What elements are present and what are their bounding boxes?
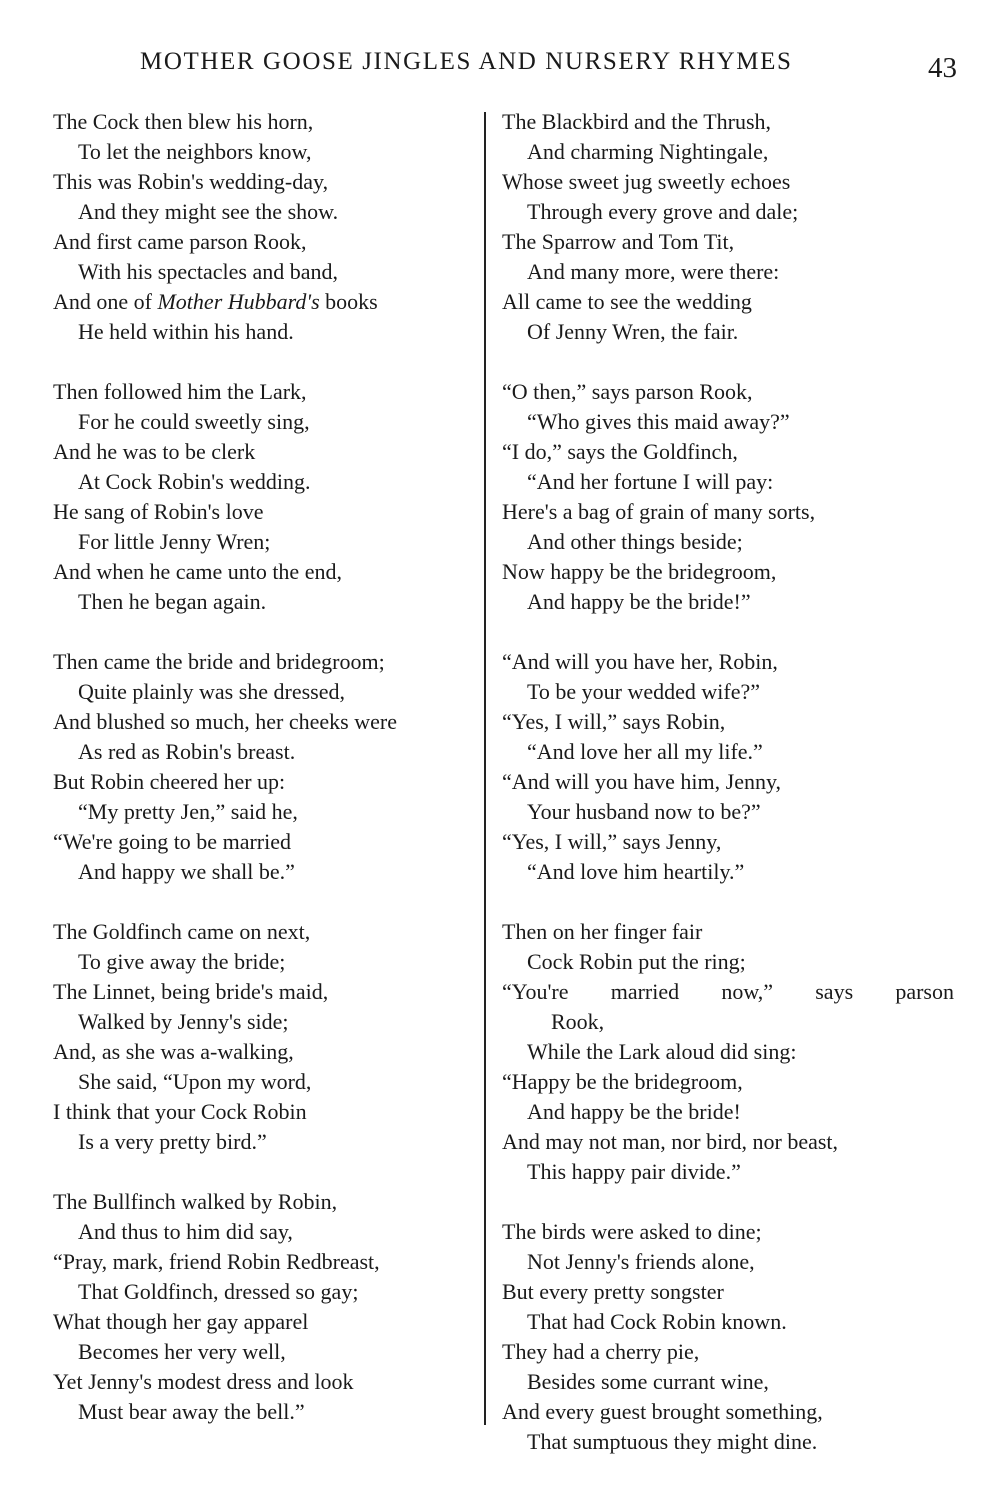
verse-line: And, as she was a-walking, bbox=[53, 1039, 294, 1064]
verse-line: That had Cock Robin known. bbox=[527, 1309, 787, 1334]
verse-line: The Bullfinch walked by Robin, bbox=[53, 1189, 338, 1214]
verse-line: They had a cherry pie, bbox=[502, 1339, 700, 1364]
verse-line: Your husband now to be?” bbox=[527, 799, 761, 824]
verse-line: The birds were asked to dine; bbox=[502, 1219, 762, 1244]
verse-line: And blushed so much, her cheeks were bbox=[53, 709, 397, 734]
stanza bbox=[502, 647, 962, 887]
verse-line: “O then,” says parson Rook, bbox=[502, 379, 753, 404]
verse-line: “And love her all my life.” bbox=[527, 739, 763, 764]
verse-line: “Happy be the bridegroom, bbox=[502, 1069, 743, 1094]
verse-line-start: And one of bbox=[53, 289, 158, 314]
stanza bbox=[53, 107, 473, 347]
verse-line: Here's a bag of grain of many sorts, bbox=[502, 499, 816, 524]
verse-line: Not Jenny's friends alone, bbox=[527, 1249, 755, 1274]
verse-line: “Who gives this maid away?” bbox=[527, 409, 790, 434]
verse-line: For little Jenny Wren; bbox=[78, 529, 271, 554]
stanza bbox=[53, 377, 473, 617]
verse-line: “Yes, I will,” says Jenny, bbox=[502, 829, 722, 854]
verse-line: “And her fortune I will pay: bbox=[527, 469, 774, 494]
verse-line: The Blackbird and the Thrush, bbox=[502, 109, 772, 134]
left-column bbox=[53, 107, 473, 1457]
verse-line: He held within his hand. bbox=[78, 319, 294, 344]
verse-line: As red as Robin's breast. bbox=[78, 739, 296, 764]
stanza bbox=[53, 647, 473, 887]
verse-line: That Goldfinch, dressed so gay; bbox=[78, 1279, 359, 1304]
verse-line: She said, “Upon my word, bbox=[78, 1069, 312, 1094]
verse-line: To let the neighbors know, bbox=[78, 139, 312, 164]
verse-line-end: books bbox=[319, 289, 378, 314]
verse-line-continuation: Rook, bbox=[551, 1009, 605, 1034]
verse-line: Quite plainly was she dressed, bbox=[78, 679, 345, 704]
verse-line: And happy we shall be.” bbox=[78, 859, 295, 884]
verse-line: This was Robin's wedding-day, bbox=[53, 169, 329, 194]
verse-line bbox=[53, 287, 473, 317]
verse-line: Then came the bride and bridegroom; bbox=[53, 649, 385, 674]
verse-line: And other things beside; bbox=[527, 529, 743, 554]
stanza bbox=[502, 1217, 962, 1457]
verse-line: And may not man, nor bird, nor beast, bbox=[502, 1129, 839, 1154]
verse-line: “And love him heartily.” bbox=[527, 859, 745, 884]
verse-line: What though her gay apparel bbox=[53, 1309, 309, 1334]
verse-line: Then he began again. bbox=[78, 589, 267, 614]
column-divider bbox=[484, 112, 486, 1425]
verse-line: All came to see the wedding bbox=[502, 289, 752, 314]
verse-line: Then on her finger fair bbox=[502, 919, 703, 944]
page-header bbox=[0, 48, 1000, 84]
verse-line: “You're married now,” says parson bbox=[502, 979, 954, 1004]
verse-line: And when he came unto the end, bbox=[53, 559, 342, 584]
verse-line: Becomes her very well, bbox=[78, 1339, 286, 1364]
verse-line: He sang of Robin's love bbox=[53, 499, 264, 524]
verse-line: Cock Robin put the ring; bbox=[527, 949, 746, 974]
verse-line: And he was to be clerk bbox=[53, 439, 256, 464]
verse-line: With his spectacles and band, bbox=[78, 259, 338, 284]
verse-line: “My pretty Jen,” said he, bbox=[78, 799, 298, 824]
page-number: 43 bbox=[928, 52, 957, 84]
verse-line: “I do,” says the Goldfinch, bbox=[502, 439, 738, 464]
stanza bbox=[502, 377, 962, 617]
verse-line: This happy pair divide.” bbox=[527, 1159, 741, 1184]
verse-line: For he could sweetly sing, bbox=[78, 409, 310, 434]
verse-line: Walked by Jenny's side; bbox=[78, 1009, 289, 1034]
verse-line: The Linnet, being bride's maid, bbox=[53, 979, 329, 1004]
verse-line: To give away the bride; bbox=[78, 949, 286, 974]
verse-line: Through every grove and dale; bbox=[527, 199, 799, 224]
verse-line: But every pretty songster bbox=[502, 1279, 724, 1304]
verse-line: Yet Jenny's modest dress and look bbox=[53, 1369, 354, 1394]
verse-line: And happy be the bride! bbox=[527, 1099, 741, 1124]
verse-line: Must bear away the bell.” bbox=[78, 1399, 305, 1424]
stanza bbox=[53, 917, 473, 1157]
italic-book-title: Mother Hubbard's bbox=[157, 289, 320, 314]
verse-line: The Cock then blew his horn, bbox=[53, 109, 314, 134]
verse-line: “And will you have him, Jenny, bbox=[502, 769, 782, 794]
verse-line: At Cock Robin's wedding. bbox=[78, 469, 311, 494]
verse-line: And every guest brought something, bbox=[502, 1399, 823, 1424]
verse-line: Whose sweet jug sweetly echoes bbox=[502, 169, 791, 194]
verse-line: And many more, were there: bbox=[527, 259, 780, 284]
verse-line: But Robin cheered her up: bbox=[53, 769, 286, 794]
verse-line: Of Jenny Wren, the fair. bbox=[527, 319, 739, 344]
right-column bbox=[502, 107, 962, 1487]
verse-line: Then followed him the Lark, bbox=[53, 379, 307, 404]
verse-line: The Sparrow and Tom Tit, bbox=[502, 229, 735, 254]
verse-line: And thus to him did say, bbox=[78, 1219, 293, 1244]
running-title: MOTHER GOOSE JINGLES AND NURSERY RHYMES bbox=[140, 48, 793, 75]
stanza bbox=[53, 1187, 473, 1427]
stanza bbox=[502, 917, 962, 1187]
verse-line: And charming Nightingale, bbox=[527, 139, 769, 164]
verse-line: That sumptuous they might dine. bbox=[527, 1429, 818, 1454]
verse-line: And they might see the show. bbox=[78, 199, 339, 224]
stanza bbox=[502, 107, 962, 347]
verse-line: “And will you have her, Robin, bbox=[502, 649, 778, 674]
verse-line: Now happy be the bridegroom, bbox=[502, 559, 777, 584]
verse-line: “Pray, mark, friend Robin Redbreast, bbox=[53, 1249, 380, 1274]
verse-line: And first came parson Rook, bbox=[53, 229, 307, 254]
verse-line: I think that your Cock Robin bbox=[53, 1099, 307, 1124]
verse-line: To be your wedded wife?” bbox=[527, 679, 761, 704]
verse-line: Besides some currant wine, bbox=[527, 1369, 769, 1394]
verse-line: “Yes, I will,” says Robin, bbox=[502, 709, 726, 734]
verse-line: And happy be the bride!” bbox=[527, 589, 751, 614]
verse-line: The Goldfinch came on next, bbox=[53, 919, 311, 944]
verse-line: “We're going to be married bbox=[53, 829, 291, 854]
verse-line: Is a very pretty bird.” bbox=[78, 1129, 267, 1154]
verse-line: While the Lark aloud did sing: bbox=[527, 1039, 797, 1064]
